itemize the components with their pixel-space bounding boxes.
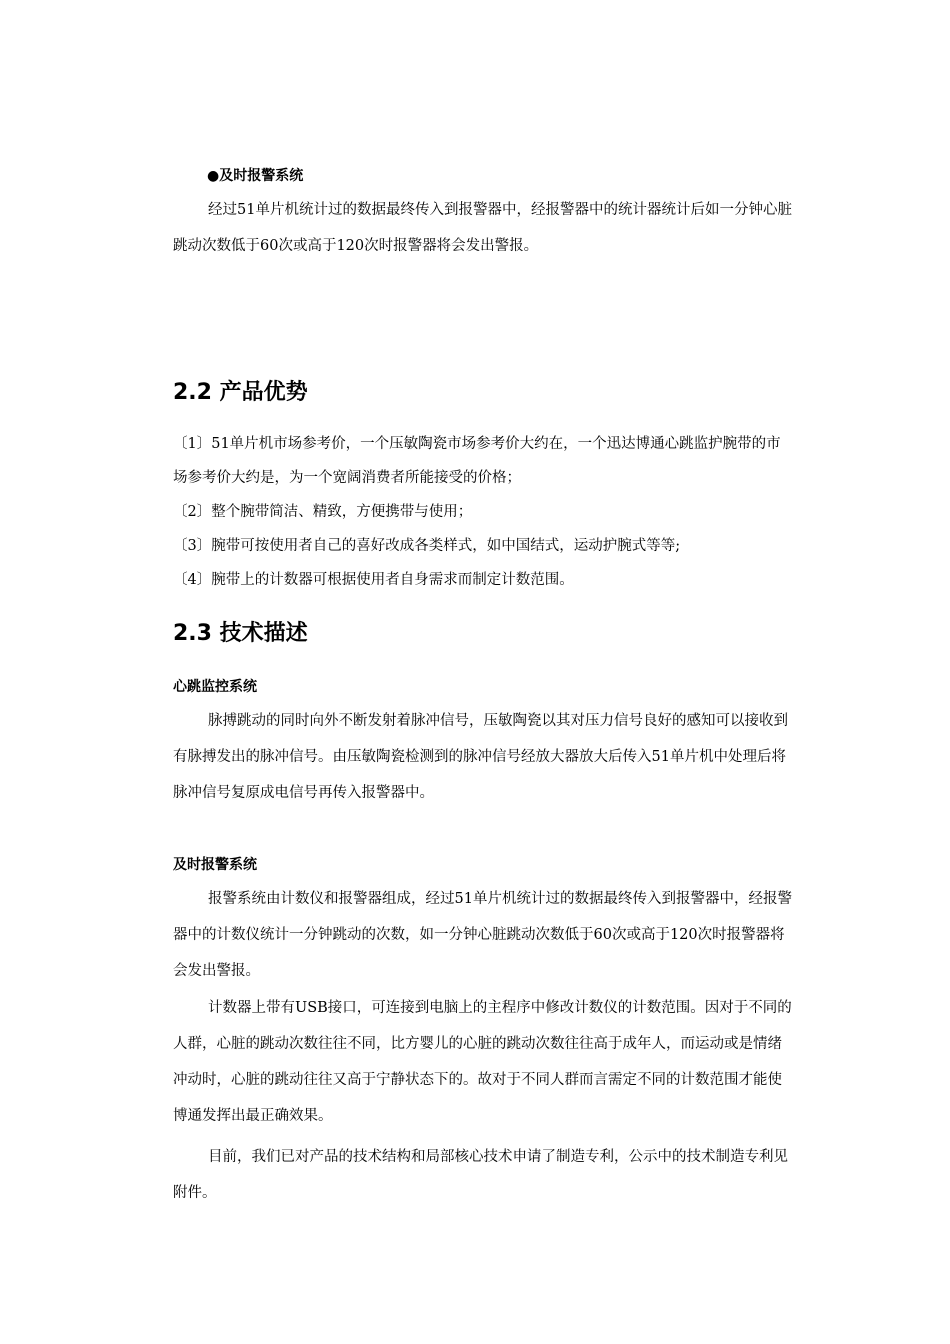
advantages-heading: 2.2 产品优势 bbox=[173, 380, 308, 405]
alarm-paragraph-2: 计数器上带有USB接口，可连接到电脑上的主程序中修改计数仪的计数范围。因对于不同的人群，心脏的跳动次数往往不同，比方婴儿的心脏的跳动次数往往高于成年人，而运动或是情绪冲动时，心脏的跳动往往又高于宁静状态下的。故对于不同人群而言需定不同的计数范围才能使博通发挥出最正确效果。 bbox=[173, 1000, 792, 1124]
alarm-paragraph-1: 报警系统由计数仪和报警器组成，经过51单片机统计过的数据最终传入到报警器中，经报警器中的计数仪统计一分钟跳动的次数，如一分钟心脏跳动次数低于60次或高于120次时报警器将会发出警报。 bbox=[173, 891, 792, 979]
advantages-list bbox=[173, 427, 793, 597]
advantage-item-2: 〔2〕整个腕带简洁、精致，方便携带与使用； bbox=[173, 504, 473, 520]
monitor-title: 心跳监控系统 bbox=[173, 679, 257, 695]
monitor-paragraph: 脉搏跳动的同时向外不断发射着脉冲信号，压敏陶瓷以其对压力信号良好的感知可以接收到有脉搏发出的脉冲信号。由压敏陶瓷检测到的脉冲信号经放大器放大后传入51单片机中处理后将脉冲信号复原成电信号再传入报警器中。 bbox=[173, 713, 788, 801]
advantage-item-1: 〔1〕51单片机市场参考价，一个压敏陶瓷市场参考价大约在，一个迅达博通心跳监护腕带的市场参考价大约是，为一个宽阔消费者所能接受的价格； bbox=[173, 436, 781, 486]
advantage-item-3: 〔3〕腕带可按使用者自己的喜好改成各类样式，如中国结式，运动护腕式等等; bbox=[173, 538, 681, 554]
bullet-alarm-title: ●及时报警系统 bbox=[207, 168, 304, 184]
alarm-title: 及时报警系统 bbox=[173, 857, 257, 873]
alarm-paragraph-3: 目前，我们已对产品的技术结构和局部核心技术申请了制造专利，公示中的技术制造专利见附件。 bbox=[173, 1149, 788, 1201]
bullet-alarm-paragraph: 经过51单片机统计过的数据最终传入到报警器中，经报警器中的统计器统计后如一分钟心脏跳动次数低于60次或高于120次时报警器将会发出警报。 bbox=[173, 202, 792, 254]
advantage-item-4: 〔4〕腕带上的计数器可根据使用者自身需求而制定计数范围。 bbox=[173, 572, 574, 588]
tech-heading: 2.3 技术描述 bbox=[173, 621, 308, 646]
